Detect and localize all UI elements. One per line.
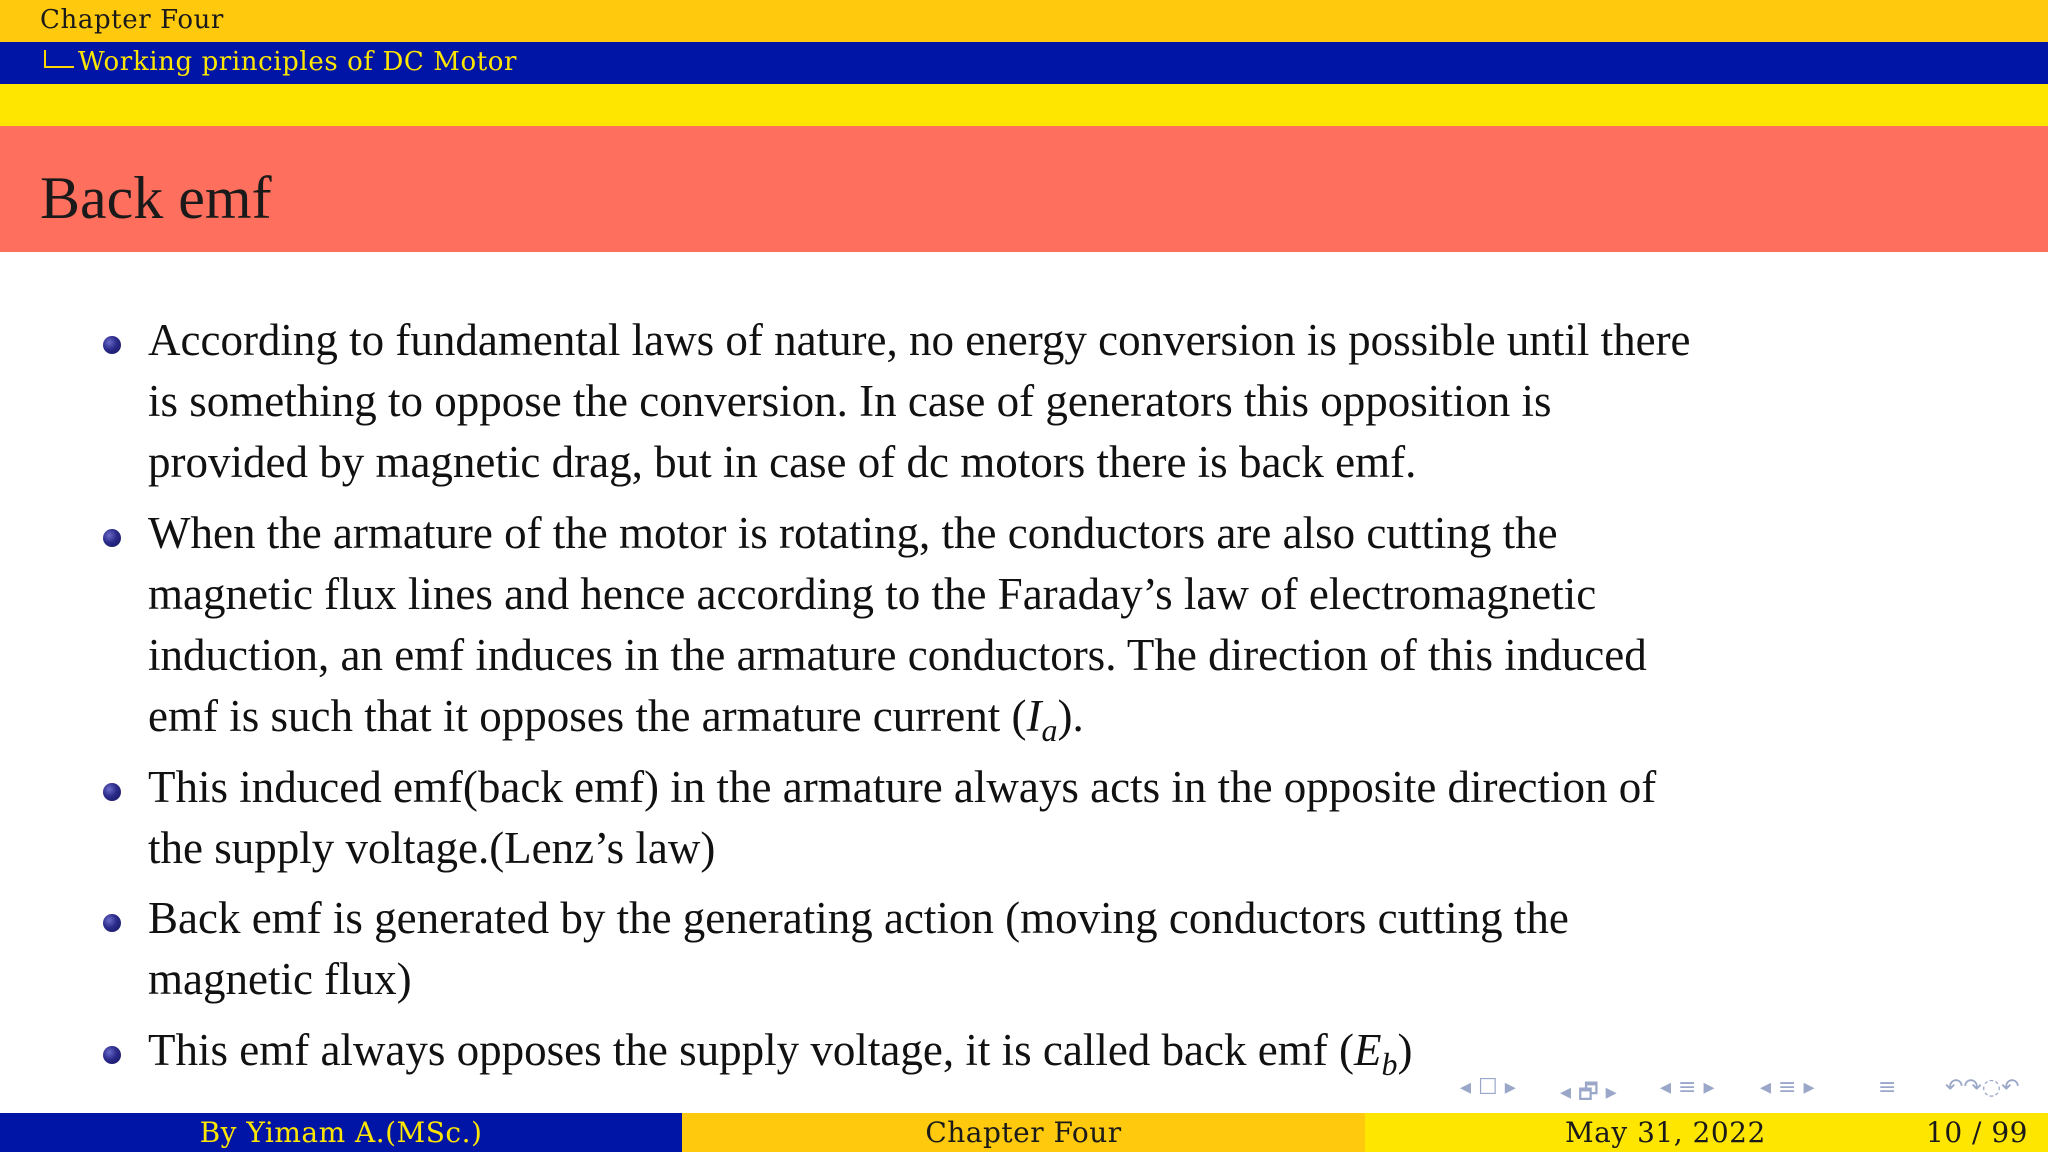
bullet-line [148,1020,2008,1081]
bullet-dot-icon [103,914,121,932]
footer-date: May 31, 2022 [1565,1116,1766,1149]
bullet-line: induction, an emf induces in the armature conductors. The direction of this induced [148,630,1647,680]
bullet-text [148,503,2008,747]
bullet-line [148,686,2008,747]
bullet-line: Back emf is generated by the generating action (moving conductors cutting the [148,893,1569,943]
bullet-line-text: ) [1397,1025,1413,1075]
footer-chapter: Chapter Four [682,1113,1365,1152]
footer-author: By Yimam A.(MSc.) [0,1113,682,1152]
nav-document-icon[interactable]: ◂ ≡ ▸ [1760,1075,1815,1100]
math-symbol: E [1353,1025,1382,1075]
bullet-text [148,888,2008,1010]
bullet-line-text: This emf always opposes the supply voltage, it is called back emf ( [148,1025,1354,1075]
frame-title: Back emf [40,165,272,231]
math-subscript: a [1041,712,1058,748]
bullet-dot-icon [103,529,121,547]
bullet-line-text: ). [1057,691,1084,741]
header-spacer-band [0,84,2048,126]
bullet-dot-icon [103,1046,121,1064]
nav-frame-icon[interactable]: ◂ ☐ ▸ [1460,1075,1516,1100]
bullet-dot-icon [103,783,121,801]
bullet-line: This induced emf(back emf) in the armature always acts in the opposite direction of [148,762,1657,812]
bullet-line: magnetic flux) [148,954,412,1004]
footline [0,1113,2048,1152]
bullet-line: According to fundamental laws of nature, no energy conversion is possible until there [148,315,1691,365]
bullet-dot-icon [103,336,121,354]
bullet-line: the supply voltage.(Lenz’s law) [148,823,716,873]
bullet-line: is something to oppose the conversion. In case of generators this opposition is [148,376,1552,426]
math-subscript: b [1381,1046,1398,1082]
tree-corner-icon [44,50,74,68]
footer-date-block [1365,1113,2048,1152]
footer-page-number: 10 / 99 [1926,1116,2028,1149]
nav-search-back-icon[interactable]: ↶↷◌↶ [1945,1075,2020,1100]
nav-subsection-icon[interactable]: ◂ 🗗 ▸ [1560,1080,1617,1105]
header-chapter-band [0,0,2048,42]
nav-toc-icon[interactable]: ≡ [1878,1075,1897,1100]
bullet-line: provided by magnetic drag, but in case of dc motors there is back emf. [148,437,1417,487]
bullet-text [148,757,2008,879]
bullet-text [148,1020,2008,1081]
bullet-line: When the armature of the motor is rotating, the conductors are also cutting the [148,508,1558,558]
bullet-line-text: emf is such that it opposes the armature current ( [148,691,1027,741]
bullet-line: magnetic flux lines and hence according to the Faraday’s law of electromagnetic [148,569,1597,619]
header-chapter-title[interactable]: Chapter Four [40,5,224,35]
header-section-title[interactable]: Working principles of DC Motor [78,47,518,77]
header-section-band [0,42,2048,84]
bullet-text [148,310,2008,493]
math-symbol: I [1026,691,1042,741]
nav-section-icon[interactable]: ◂ ≡ ▸ [1660,1075,1715,1100]
frame-title-band [0,126,2048,252]
